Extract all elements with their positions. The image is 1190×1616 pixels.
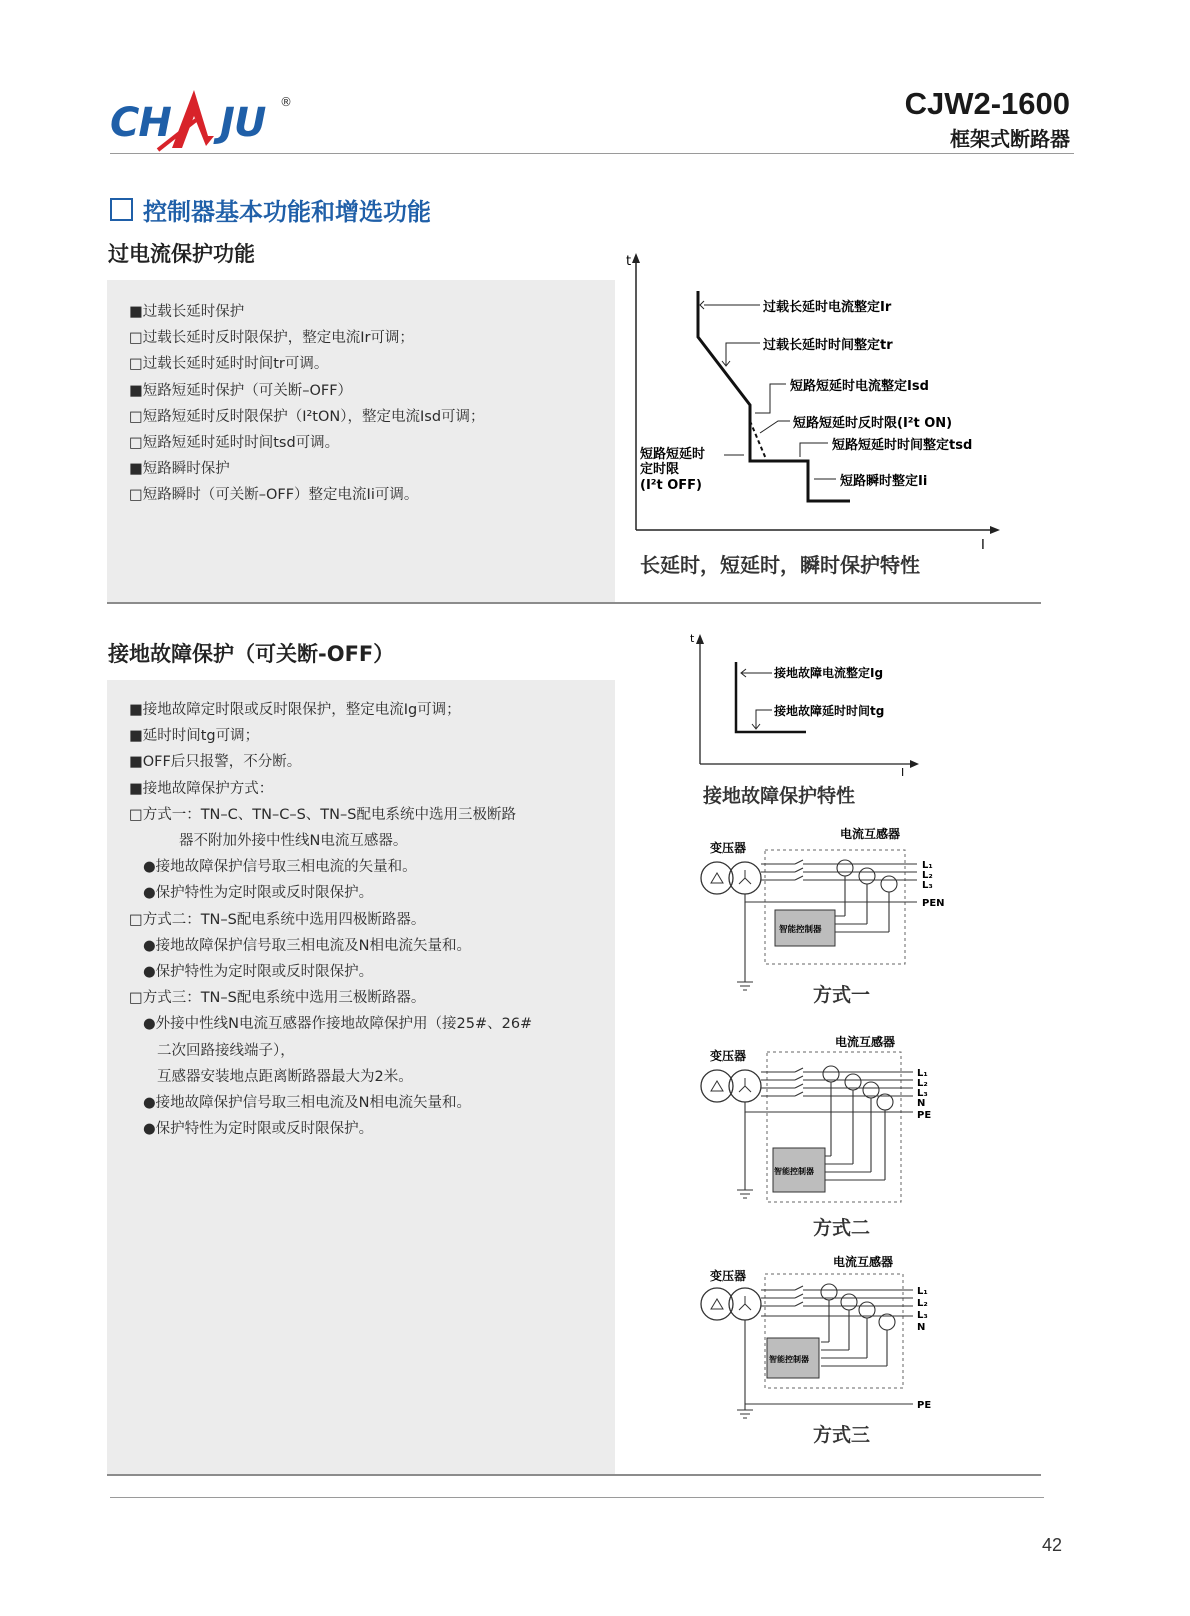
svg-text:变压器: 变压器 (710, 841, 747, 855)
svg-text:(I²t OFF): (I²t OFF) (640, 478, 702, 493)
svg-text:I: I (981, 538, 985, 553)
svg-text:L₁: L₁ (917, 1286, 928, 1297)
svg-text:L₂: L₂ (917, 1078, 928, 1089)
list-item: ■接地故障保护方式： (129, 780, 274, 797)
ground-fault-list (107, 680, 615, 1142)
svg-text:L₂: L₂ (917, 1298, 928, 1309)
svg-text:JU: JU (220, 100, 266, 146)
brand-logo (110, 86, 310, 158)
svg-text:L₃: L₃ (917, 1310, 928, 1321)
svg-text:定时限: 定时限 (640, 462, 680, 477)
header-divider (110, 153, 1074, 154)
svg-text:t: t (626, 254, 632, 269)
svg-text:过载长延时电流整定Ir: 过载长延时电流整定Ir (763, 300, 892, 315)
svg-text:接地故障延时时间tg: 接地故障延时时间tg (774, 704, 885, 718)
svg-text:智能控制器: 智能控制器 (774, 1167, 814, 1176)
svg-text:电流互感器: 电流互感器 (835, 1035, 896, 1049)
mode-3-caption: 方式三 (813, 1424, 871, 1446)
page-number: 42 (1041, 1535, 1062, 1555)
svg-text:短路短延时反时限(I²t ON): 短路短延时反时限(I²t ON) (793, 416, 953, 431)
checkbox-icon (110, 198, 133, 221)
list-item: □方式一：TN–C、TN–C–S、TN–S配电系统中选用三极断路 (129, 806, 516, 823)
list-item: 互感器安装地点距离断路器最大为2米。 (157, 1068, 413, 1085)
svg-text:变压器: 变压器 (710, 1049, 747, 1063)
mode-1-caption: 方式一 (813, 984, 871, 1006)
svg-text:电流互感器: 电流互感器 (833, 1255, 894, 1269)
svg-text:短路短延时电流整定Isd: 短路短延时电流整定Isd (790, 379, 929, 394)
list-item: ■接地故障定时限或反时限保护，整定电流Ig可调； (129, 702, 461, 718)
overcurrent-chart (618, 245, 1018, 594)
wiring-diagram-mode-2 (695, 1030, 965, 1219)
list-item: ●保护特性为定时限或反时限保护。 (143, 885, 374, 902)
list-item: 器不附加外接中性线N电流互感器。 (179, 833, 408, 850)
svg-text:PEN: PEN (922, 898, 945, 909)
list-item: ●接地故障保护信号取三相电流及N相电流矢量和。 (143, 1095, 471, 1112)
list-item: □过载长延时延时时间tr可调。 (129, 356, 329, 373)
overcurrent-panel (107, 280, 615, 602)
list-item: □短路短延时延时时间tsd可调。 (129, 435, 340, 452)
svg-text:CH: CH (110, 100, 171, 146)
svg-text:智能控制器: 智能控制器 (769, 1355, 809, 1364)
mode-2-caption: 方式二 (813, 1217, 871, 1239)
model-number: CJW2-1600 (904, 86, 1070, 121)
svg-text:短路短延时时间整定tsd: 短路短延时时间整定tsd (832, 438, 973, 453)
list-item: □短路瞬时（可关断–OFF）整定电流Ii可调。 (129, 487, 419, 504)
svg-text:过载长延时时间整定tr: 过载长延时时间整定tr (763, 338, 893, 353)
wiring-diagram-mode-3 (695, 1250, 965, 1429)
list-item: ●接地故障保护信号取三相电流的矢量和。 (143, 859, 417, 876)
ground-fault-panel (107, 680, 615, 1475)
list-item: ●保护特性为定时限或反时限保护。 (143, 1121, 374, 1138)
svg-text:L₃: L₃ (922, 880, 933, 891)
list-item: □方式三：TN–S配电系统中选用三极断路器。 (129, 990, 426, 1007)
svg-text:电流互感器: 电流互感器 (840, 827, 901, 841)
list-item: □过载长延时反时限保护，整定电流Ir可调； (129, 330, 414, 347)
list-item: ●外接中性线N电流互感器作接地故障保护用（接25#、26# (143, 1016, 533, 1033)
list-item: ●接地故障保护信号取三相电流及N相电流矢量和。 (143, 937, 471, 954)
ground-fault-caption: 接地故障保护特性 (703, 785, 856, 807)
svg-text:I: I (901, 766, 905, 778)
svg-text:L₃: L₃ (917, 1088, 928, 1099)
overcurrent-list (107, 280, 615, 509)
list-item: ■短路短延时保护（可关断–OFF） (129, 382, 353, 399)
list-item: ■OFF后只报警，不分断。 (129, 754, 302, 771)
svg-text:接地故障电流整定Ig: 接地故障电流整定Ig (774, 666, 884, 680)
list-item: □方式二：TN–S配电系统中选用四极断路器。 (129, 911, 426, 928)
wiring-diagram-mode-1 (695, 822, 965, 1006)
list-item: ■延时时间tg可调； (129, 728, 260, 745)
svg-text:L₁: L₁ (917, 1068, 928, 1079)
svg-text:智能控制器: 智能控制器 (779, 925, 822, 935)
svg-text:t: t (690, 632, 695, 645)
svg-text:L₂: L₂ (922, 870, 933, 881)
section-divider-bottom (107, 1474, 1041, 1476)
ground-fault-title: 接地故障保护（可关断-OFF） (108, 642, 395, 666)
svg-text:N: N (917, 1098, 926, 1109)
overcurrent-title: 过电流保护功能 (108, 242, 255, 266)
list-item: ■短路瞬时保护 (129, 461, 230, 478)
section-title: 控制器基本功能和增选功能 (110, 192, 431, 227)
section-divider (107, 602, 1041, 604)
svg-text:短路瞬时整定Ii: 短路瞬时整定Ii (840, 474, 928, 489)
svg-text:N: N (917, 1322, 926, 1333)
overcurrent-caption: 长延时，短延时，瞬时保护特性 (640, 553, 920, 577)
svg-text:短路短延时: 短路短延时 (640, 447, 706, 462)
list-item: 二次回路接线端子）， (157, 1042, 295, 1059)
svg-text:L₁: L₁ (922, 860, 933, 871)
ground-fault-chart (684, 628, 934, 782)
list-item: ■过载长延时保护 (129, 304, 245, 320)
svg-text:PE: PE (917, 1400, 932, 1411)
svg-text:PE: PE (917, 1110, 932, 1121)
product-name: 框架式断路器 (950, 127, 1070, 151)
footer-divider (110, 1497, 1044, 1498)
svg-text:®: ® (280, 95, 292, 109)
svg-text:变压器: 变压器 (710, 1269, 747, 1283)
list-item: ●保护特性为定时限或反时限保护。 (143, 964, 374, 981)
list-item: □短路短延时反时限保护（I²tON），整定电流Isd可调； (129, 408, 485, 425)
